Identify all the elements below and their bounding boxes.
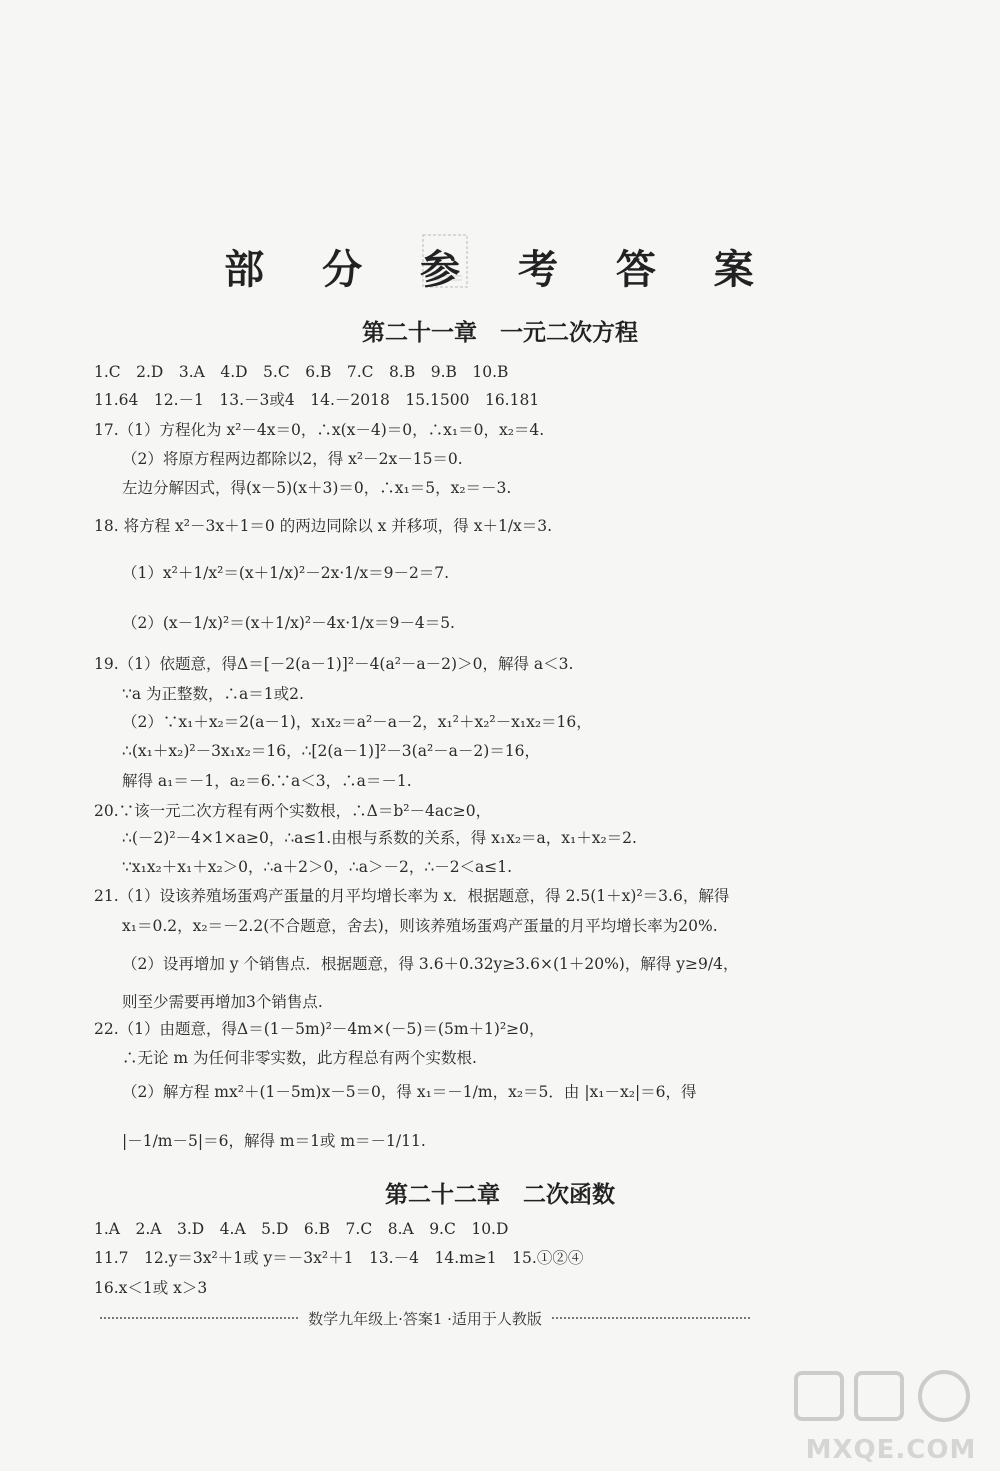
ch21-line: ∴(－2)²－4×1×a≥0，∴a≤1.由根与系数的关系，得 x₁x₂＝a，x₁＋x₂＝2. [122,829,637,847]
page-footer [100,1306,750,1330]
ch21-line: ∴(x₁＋x₂)²－3x₁x₂＝16，∴[2(a－1)]²－3(a²－a－2)＝16， [122,742,541,760]
ch21-line: 22.（1）由题意，得Δ＝(1－5m)²－4m×(－5)＝(5m＋1)²≥0， [94,1020,545,1038]
ch21-line: ∵x₁x₂＋x₁＋x₂＞0，∴a＋2＞0，∴a＞－2，∴－2＜a≤1. [122,858,513,876]
watermark-text: MXQE.COM [805,1435,977,1465]
ch21-line: 17.（1）方程化为 x²－4x＝0，∴x(x－4)＝0，∴x₁＝0，x₂＝4. [94,421,545,439]
footer-divider-right [552,1317,750,1319]
ch21-line: ∵a 为正整数，∴a＝1或2. [122,685,304,703]
ch22-line: 1.A 2.A 3.D 4.A 5.D 6.B 7.C 8.A 9.C 10.D [94,1220,509,1238]
ch22-line: 11.7 12.y＝3x²＋1或 y＝－3x²＋1 13.－4 14.m≥1 15.①②④ [94,1249,584,1267]
ch21-line: 18. 将方程 x²－3x＋1＝0 的两边同除以 x 并移项，得 x＋1/x＝3. [94,517,553,535]
ch21-line: 左边分解因式，得(x－5)(x＋3)＝0，∴x₁＝5，x₂＝－3. [122,479,512,497]
site-watermark [786,1365,996,1465]
ch21-line: （1）x²＋1/x²＝(x＋1/x)²－2x·1/x＝9－2＝7. [122,564,450,582]
ch21-line: 解得 a₁＝－1，a₂＝6.∵a＜3，∴a＝－1. [122,772,412,790]
ch21-line: （2）∵x₁＋x₂＝2(a－1)，x₁x₂＝a²－a－2，x₁²＋x₂²－x₁x₂＝16， [122,713,592,731]
ch21-line: ∴无论 m 为任何非零实数，此方程总有两个实数根. [122,1049,477,1067]
chapter-21-heading: 第二十一章 一元二次方程 [362,319,638,346]
chapter-22-heading: 第二十二章 二次函数 [385,1181,615,1208]
ch21-line: （2）将原方程两边都除以2，得 x²－2x－15＝0. [122,450,463,468]
footer-divider-left [100,1317,298,1319]
ch21-line: 则至少需要再增加3个销售点. [122,993,323,1011]
ch21-line: x₁＝0.2，x₂＝－2.2(不合题意，舍去)，则该养殖场蛋鸡产蛋量的月平均增长率为20%. [122,917,718,935]
ch21-line: 1.C 2.D 3.A 4.D 5.C 6.B 7.C 8.B 9.B 10.B [94,363,509,381]
ch21-line: 19.（1）依题意，得Δ＝[－2(a－1)]²－4(a²－a－2)＞0，解得 a＜3. [94,655,574,673]
ch21-line: 11.64 12.－1 13.－3或4 14.－2018 15.1500 16.181 [94,391,540,409]
page-title: 部 分 参 考 答 案 [224,247,776,293]
ch21-line: 21.（1）设该养殖场蛋鸡产蛋量的月平均增长率为 x．根据题意，得 2.5(1＋x)²＝3.6，解得 [94,887,730,905]
ch21-line: 20.∵该一元二次方程有两个实数根，∴Δ＝b²－4ac≥0， [94,802,492,820]
ch22-line: 16.x＜1或 x＞3 [94,1279,208,1297]
ch21-line: |－1/m－5|＝6，解得 m＝1或 m＝－1/11. [122,1132,426,1150]
ch21-line: （2）(x－1/x)²＝(x＋1/x)²－4x·1/x＝9－4＝5. [122,614,455,632]
ch21-line: （2）解方程 mx²＋(1－5m)x－5＝0，得 x₁＝－1/m，x₂＝5．由 |x₁－x₂|＝6，得 [122,1083,697,1101]
footer-text: 数学九年级上·答案1 ·适用于人教版 [308,1309,542,1328]
ch21-line: （2）设再增加 y 个销售点．根据题意，得 3.6＋0.32y≥3.6×(1＋20%)，解得 y≥9/4， [122,955,739,973]
watermark-logo-icon [786,1365,996,1435]
